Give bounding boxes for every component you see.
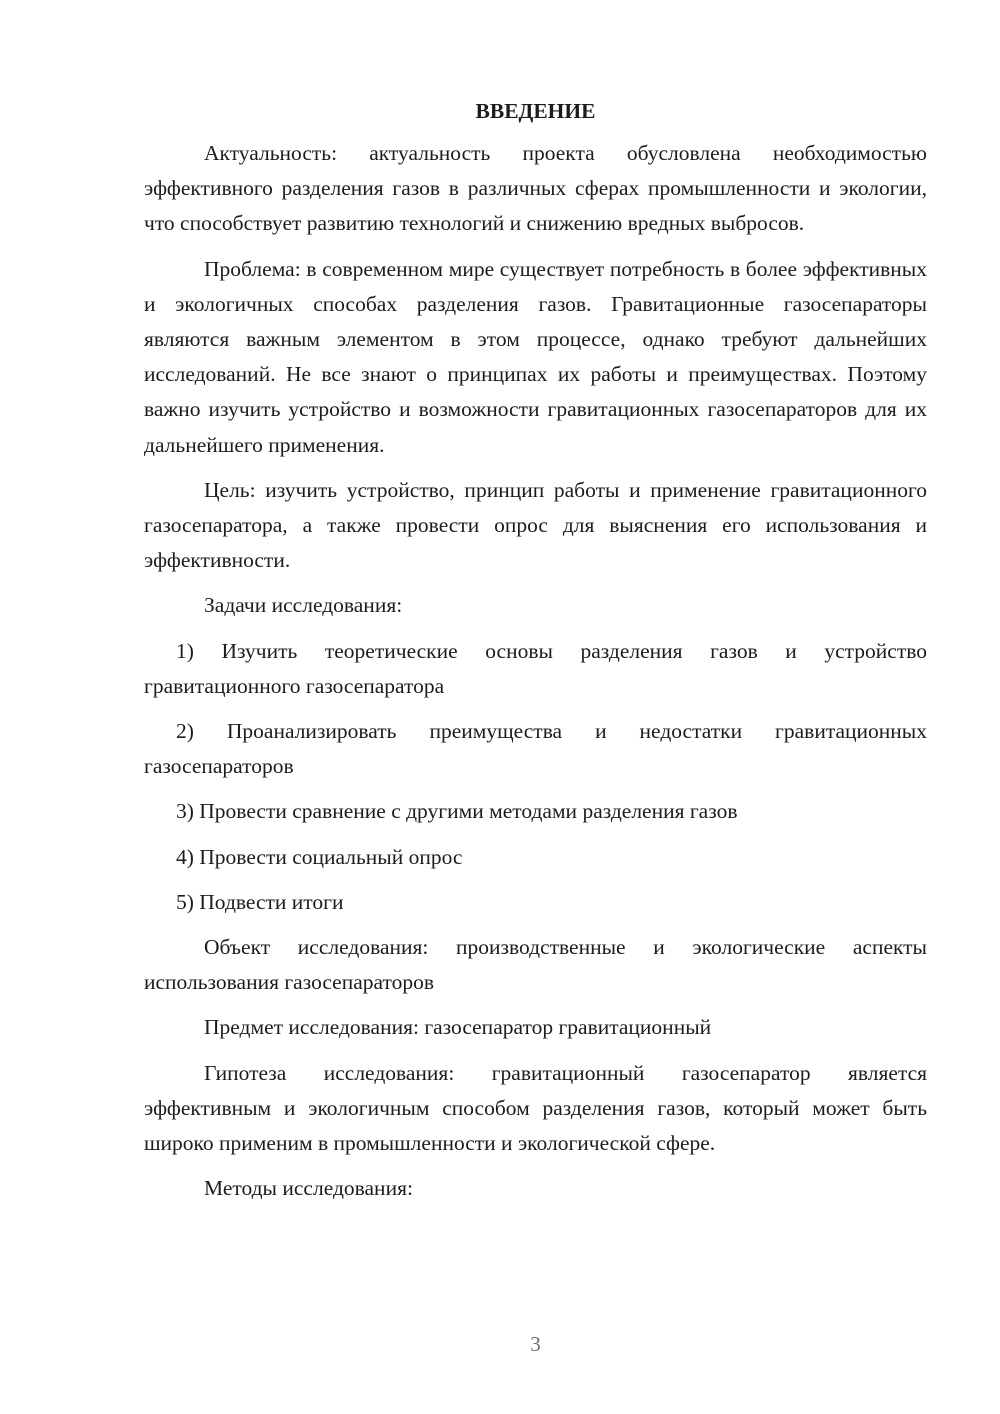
paragraph-tasks-heading: Задачи исследования: xyxy=(204,593,403,618)
list-item: 2) Проанализировать преимущества и недостатки гравитационных газосепараторов xyxy=(144,719,927,779)
list-item: 3) Провести сравнение с другими методами разделения газов xyxy=(176,799,738,824)
paragraph-object: Объект исследования: производственные и экологические аспекты использования газосепараторов xyxy=(144,935,927,995)
page-number: 3 xyxy=(530,1332,541,1356)
section-title: ВВЕДЕНИЕ xyxy=(475,99,596,123)
paragraph-hypothesis: Гипотеза исследования: гравитационный газосепаратор является эффективным и экологичным способом разделения газов, который может быть широко применим в промышленности и экологической сфере. xyxy=(144,1060,927,1156)
document-page xyxy=(144,96,927,1216)
list-item: 4) Провести социальный опрос xyxy=(176,844,463,869)
paragraph-problem: Проблема: в современном мире существует потребность в более эффективных и экологичных способах разделения газов. Гравитационные газосепараторы являются важным элементом в этом процессе, однако требуют дальнейших исследований. Не все знают о принципах их работы и преимуществах. Поэтому важно изучить устройство и возможности гравитационных газосепараторов для их дальнейшего применения. xyxy=(144,256,927,457)
paragraph-relevance: Актуальность: актуальность проекта обусловлена необходимостью эффективного разделения газов в различных сферах промышленности и экологии, что способствует развитию технологий и снижению вредных выбросов. xyxy=(144,141,927,236)
paragraph-methods: Методы исследования: xyxy=(204,1176,413,1201)
paragraph-goal: Цель: изучить устройство, принцип работы и применение гравитационного газосепаратора, а также провести опрос для выяснения его использования и эффективности. xyxy=(144,477,927,573)
tasks-list xyxy=(144,634,927,920)
paragraph-subject: Предмет исследования: газосепаратор гравитационный xyxy=(204,1015,712,1040)
list-item: 5) Подвести итоги xyxy=(176,889,344,914)
list-item: 1) Изучить теоретические основы разделения газов и устройство гравитационного газосепаратора xyxy=(144,638,927,698)
